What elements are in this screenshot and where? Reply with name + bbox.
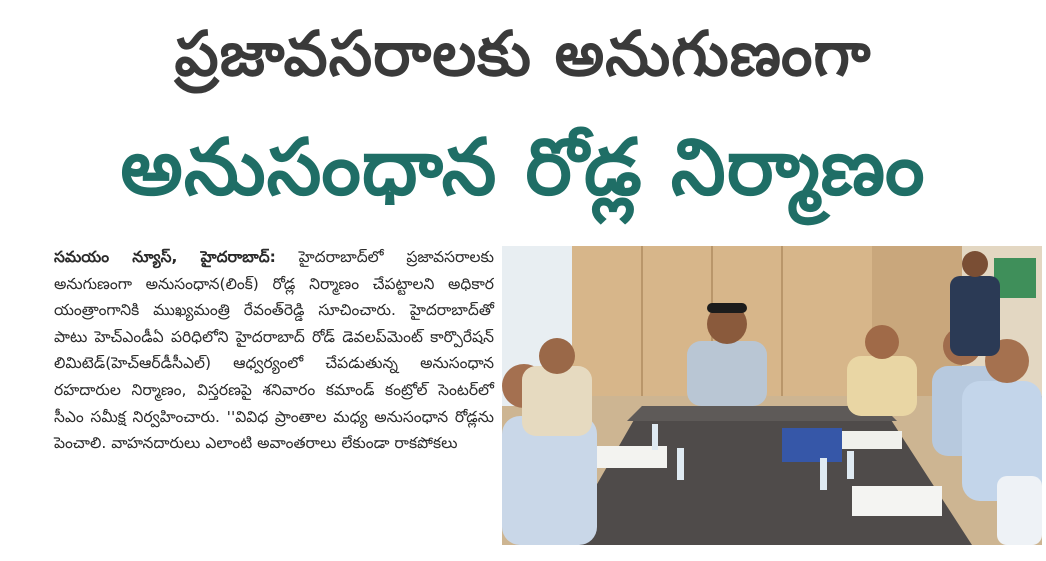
headline-line-2: అనుసంధాన రోడ్ల నిర్మాణం <box>120 123 926 213</box>
article-body-text: హైదరాబాద్‌లో ప్రజావసరాలకు అనుగుణంగా అనుసంధాన(లింక్) రోడ్ల నిర్మాణం చేపట్టాలని అధికార యంత్రాంగానికి ముఖ్యమంత్రి రేవంత్‌రెడ్డి సూచించారు. హైదరాబాద్‌తో పాటు హెచ్‌ఎండీఏ పరిధిలోని హైదరాబాద్ రోడ్ డెవలప్‌మెంట్ కార్పొరేషన్ లిమిటెడ్(హెచ్‌ఆర్‌డీసీఎల్) ఆధ్వర్యంలో చేపడుతున్న అనుసంధాన రహదారుల నిర్మాణం, విస్తరణపై శనివారం కమాండ్ కంట్రోల్ సెంటర్‌లో సీఎం సమీక్ష నిర్వహించారు. ''వివిధ ప్రాంతాల మధ్య అనుసంధాన రోడ్లను పెంచాలి. వాహనదారులు ఎలాంటి అవాంతరాలు లేకుండా రాకపోకలు <box>54 248 494 453</box>
headline-line-1: ప్రజావసరాలకు అనుగుణంగా <box>174 17 872 90</box>
meeting-photo <box>502 246 1042 545</box>
article-body-column <box>54 244 494 544</box>
article-paragraph <box>54 244 494 457</box>
meeting-photo-illustration <box>502 246 1042 545</box>
dateline: సమయం న్యూస్, హైదరాబాద్: <box>54 248 276 266</box>
